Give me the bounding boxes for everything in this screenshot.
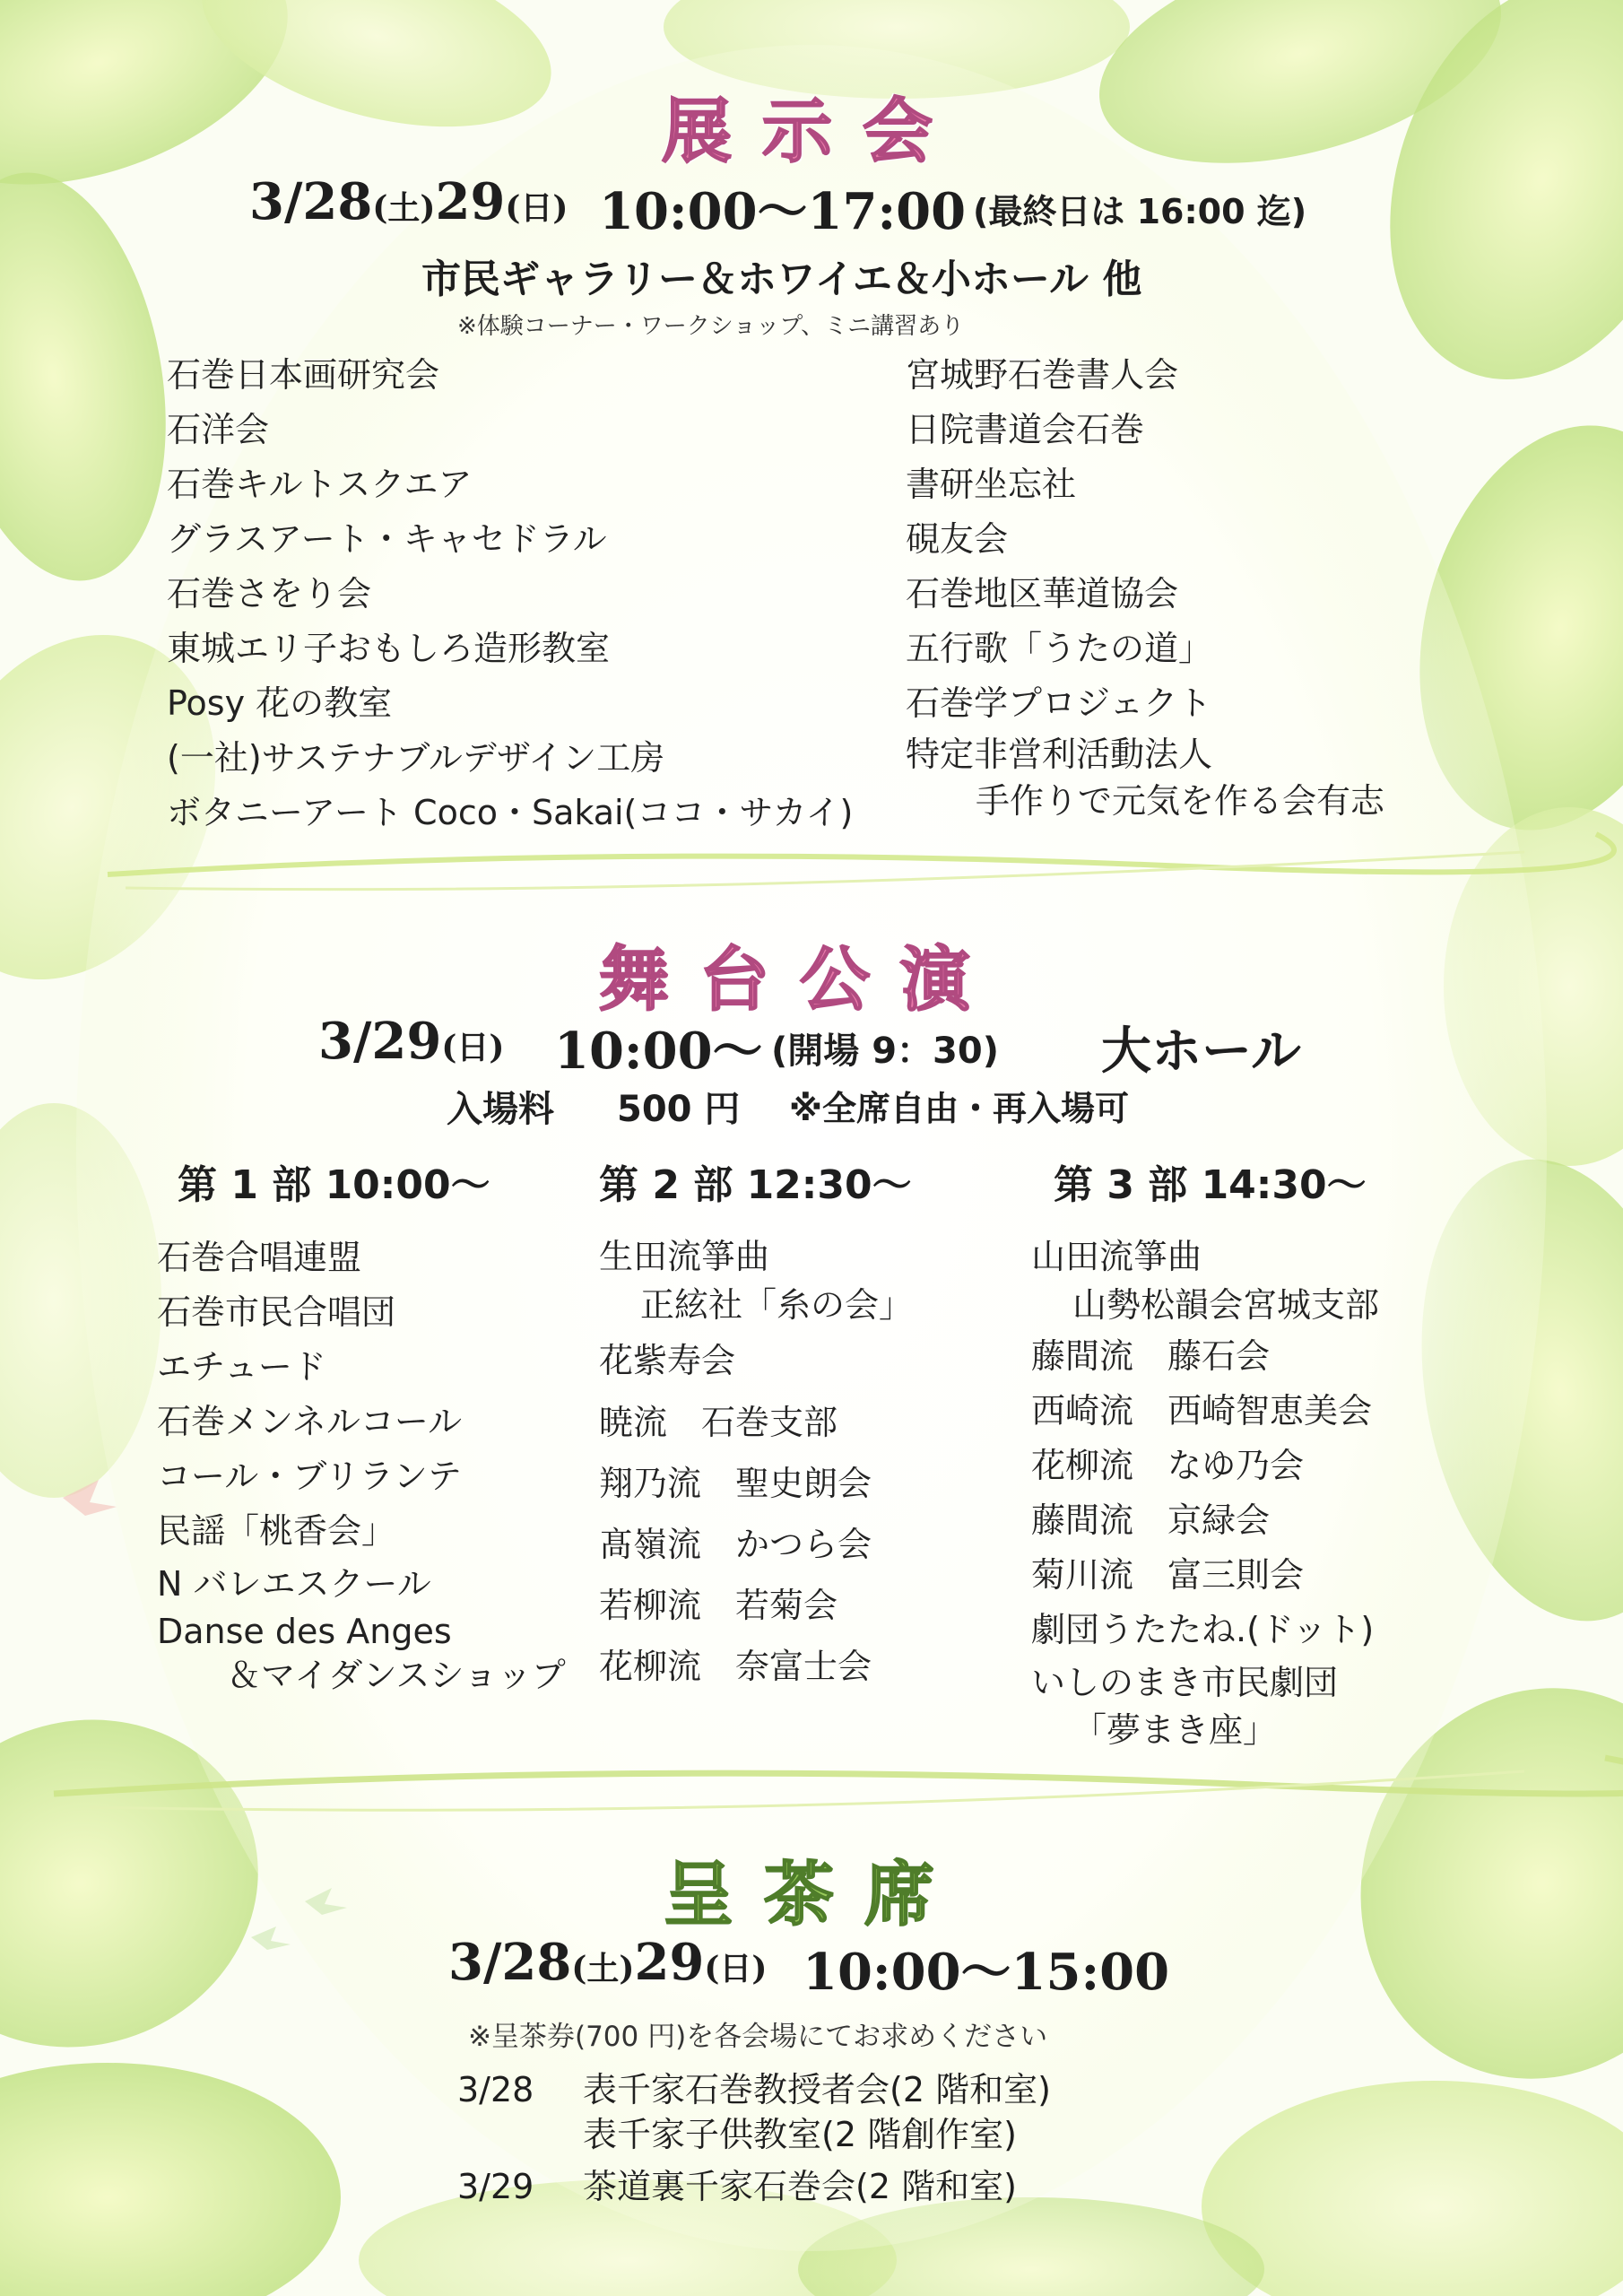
tea-title: 呈茶席 [664,1855,966,1935]
list-item: 生田流箏曲 [599,1237,770,1276]
list-item: 石巻合唱連盟 [157,1238,362,1277]
tea-row-text: 茶道裏千家石巻会(2 階和室) [583,2167,1017,2206]
tea-time: 10:00〜15:00 [803,1943,1170,2002]
list-item: 書研坐忘社 [906,465,1077,504]
exhibition-venue: 市民ギャラリー＆ホワイエ＆小ホール 他 [421,257,1142,302]
exhibition-right-list [906,348,1384,824]
list-item: 髙嶺流 かつら会 [599,1525,872,1564]
stage-fee: 500 円 [617,1089,741,1130]
list-item: 山田流箏曲 [1031,1237,1202,1276]
stage-open: (開場 9：30) [771,1031,999,1072]
list-item: 藤間流 藤石会 [1031,1336,1271,1376]
list-item: 石巻学プロジェクト [906,683,1212,723]
part-3-heading: 第 3 部 14:30〜 [1054,1162,1367,1208]
list-item: ボタニーアート Coco・Sakai(ココ・サカイ) [167,793,854,832]
exhibition-time: 10:00〜17:00 [599,182,967,241]
part-2-list [599,1232,913,1697]
exhibition-date-main: 3/28 [249,172,373,231]
tea-row-date [457,2112,583,2157]
list-item: 暁流 石巻支部 [599,1403,838,1442]
list-item: グラスアート・キャセドラル [167,519,607,559]
exhibition-last-day: (最終日は 16:00 迄) [973,192,1307,231]
tea-row [457,2164,1051,2209]
exhibition-left-list [167,348,853,840]
list-item: いしのまき市民劇団 [1031,1663,1339,1702]
list-item: 五行歌「うたの道」 [906,629,1213,668]
stage-fee-label: 入場料 [447,1089,554,1130]
list-item: 手作りで元気を作る会有志 [976,781,1385,821]
list-item: 石巻地区華道協会 [906,574,1179,613]
list-item: 西崎流 西崎智恵美会 [1031,1391,1373,1431]
tea-row-text: 表千家石巻教授者会(2 階和室) [583,2070,1051,2109]
tea-date [448,1933,767,1992]
list-item: 石巻市民合唱団 [157,1292,396,1332]
list-item: (一社)サステナブルデザイン工房 [167,738,665,778]
list-item: 特定非営利活動法人 [906,735,1213,774]
list-item: N バレエスクール [157,1564,431,1604]
list-item: 菊川流 富三則会 [1031,1555,1305,1595]
tea-date-29: 29 [634,1933,705,1992]
exhibition-date [249,172,568,231]
tea-day2: (日) [704,1950,768,1987]
tea-date-main: 3/28 [448,1933,572,1992]
exhibition-day2: (日) [505,189,568,227]
list-item: 「夢まき座」 [1072,1710,1278,1750]
tea-row-date: 3/28 [457,2070,534,2109]
exhibition-title: 展示会 [662,91,964,172]
list-item: 花柳流 なゆ乃会 [1031,1446,1305,1485]
part-1-heading: 第 1 部 10:00〜 [178,1162,490,1208]
list-item: 劇団うたたね.(ドット) [1031,1610,1375,1649]
exhibition-date-29: 29 [435,172,506,231]
list-item: 花柳流 奈富士会 [599,1647,872,1686]
list-item: 宮城野石巻書人会 [906,355,1179,395]
stage-date [318,1012,504,1071]
list-item: 民謡「桃香会」 [157,1511,396,1551]
list-item: 日院書道会石巻 [906,410,1145,449]
list-item: 石洋会 [167,410,270,449]
list-item: 石巻さをり会 [167,574,372,613]
tea-day1: (土) [571,1950,635,1987]
stage-title: 舞台公演 [599,940,1002,1021]
list-item: 石巻メンネルコール [157,1402,463,1441]
list-item: 石巻キルトスクエア [167,465,473,504]
list-item: 翔乃流 聖史朗会 [599,1464,872,1503]
part-1-list [157,1231,566,1697]
tea-row-text: 表千家子供教室(2 階創作室) [583,2115,1017,2154]
list-item: ＆マイダンスショップ [227,1656,566,1695]
list-item: 硯友会 [906,519,1009,559]
part-3-list [1031,1232,1379,1752]
tea-row-date: 3/29 [457,2167,534,2206]
list-item: 若柳流 若菊会 [599,1586,838,1625]
list-item: 山勢松韻会宮城支部 [1072,1285,1380,1325]
stage-day: (日) [441,1029,505,1066]
tea-row [457,2067,1051,2112]
list-item: 石巻日本画研究会 [167,355,440,395]
list-item: 藤間流 京緑会 [1031,1500,1271,1540]
list-item: 正絃社「糸の会」 [640,1285,914,1325]
list-item: コール・ブリランテ [157,1457,462,1496]
list-item: 花紫寿会 [599,1341,736,1380]
stage-venue: 大ホール [1101,1022,1301,1081]
list-item: Danse des Anges [157,1612,452,1651]
stage-time: 10:00〜 [554,1022,763,1081]
stage-date-main: 3/29 [318,1012,442,1071]
stage-fee-note: ※全席自由・再入場可 [789,1089,1129,1128]
list-item: Posy 花の教室 [167,683,393,723]
list-item: 東城エリ子おもしろ造形教室 [167,629,611,668]
exhibition-note: ※体験コーナー・ワークショップ、ミニ講習あり [457,313,965,340]
exhibition-day1: (土) [372,189,436,227]
tea-row [457,2112,1051,2157]
tea-schedule [457,2067,1051,2209]
part-2-heading: 第 2 部 12:30〜 [599,1162,912,1208]
list-item: エチュード [157,1347,326,1387]
tea-note: ※呈茶券(700 円)を各会場にてお求めください [468,2021,1048,2053]
